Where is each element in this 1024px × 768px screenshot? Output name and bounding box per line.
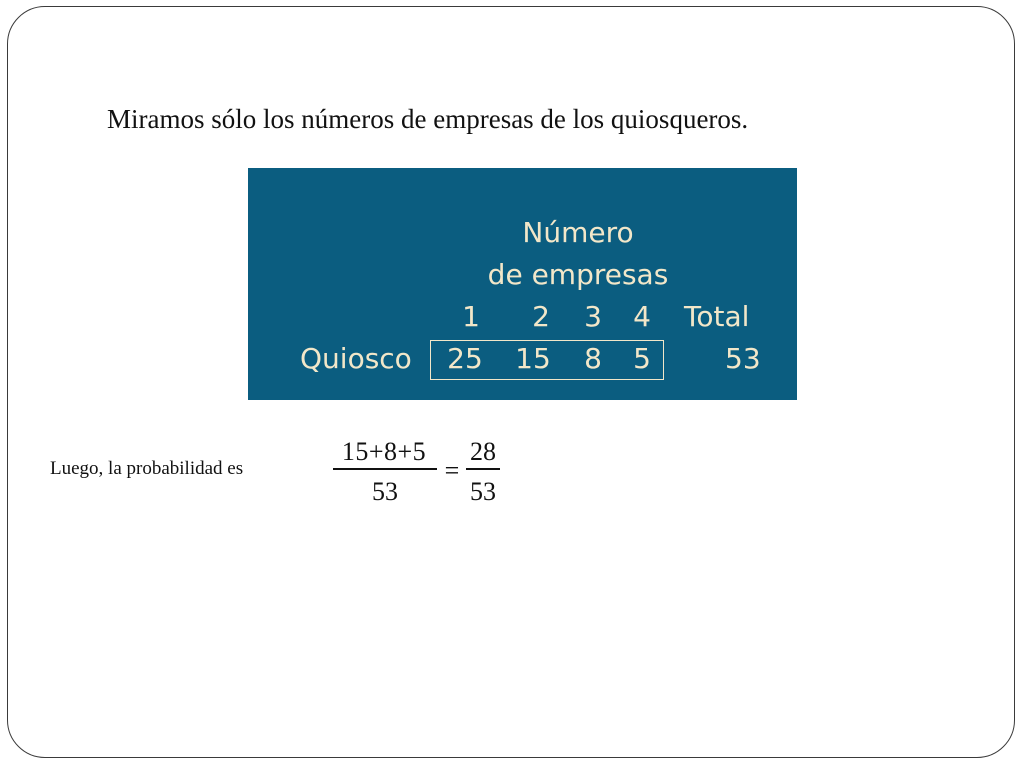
row-label-quiosco: Quiosco xyxy=(300,342,412,375)
column-header-4: 4 xyxy=(633,300,651,333)
table-header-line2: de empresas xyxy=(487,258,669,291)
column-header-2: 2 xyxy=(532,300,550,333)
total-header: Total xyxy=(684,300,750,333)
column-header-1: 1 xyxy=(462,300,480,333)
equals-sign: = xyxy=(444,456,460,485)
right-fraction-bar xyxy=(466,468,500,470)
column-header-3: 3 xyxy=(584,300,602,333)
left-fraction-bar xyxy=(333,468,437,470)
left-numerator: 15+8+5 xyxy=(341,437,427,466)
right-numerator: 28 xyxy=(470,437,496,466)
value-2: 15 xyxy=(515,342,551,375)
left-denominator: 53 xyxy=(372,477,398,506)
value-1: 25 xyxy=(447,342,483,375)
value-4: 5 xyxy=(633,342,651,375)
right-denominator: 53 xyxy=(470,477,496,506)
value-3: 8 xyxy=(584,342,602,375)
total-value: 53 xyxy=(725,342,761,375)
frequency-table xyxy=(248,168,797,400)
probability-label: Luego, la probabilidad es xyxy=(50,458,244,479)
table-header-line1: Número xyxy=(522,216,634,249)
slide-heading: Miramos sólo los números de empresas de los quiosqueros. xyxy=(107,104,749,134)
